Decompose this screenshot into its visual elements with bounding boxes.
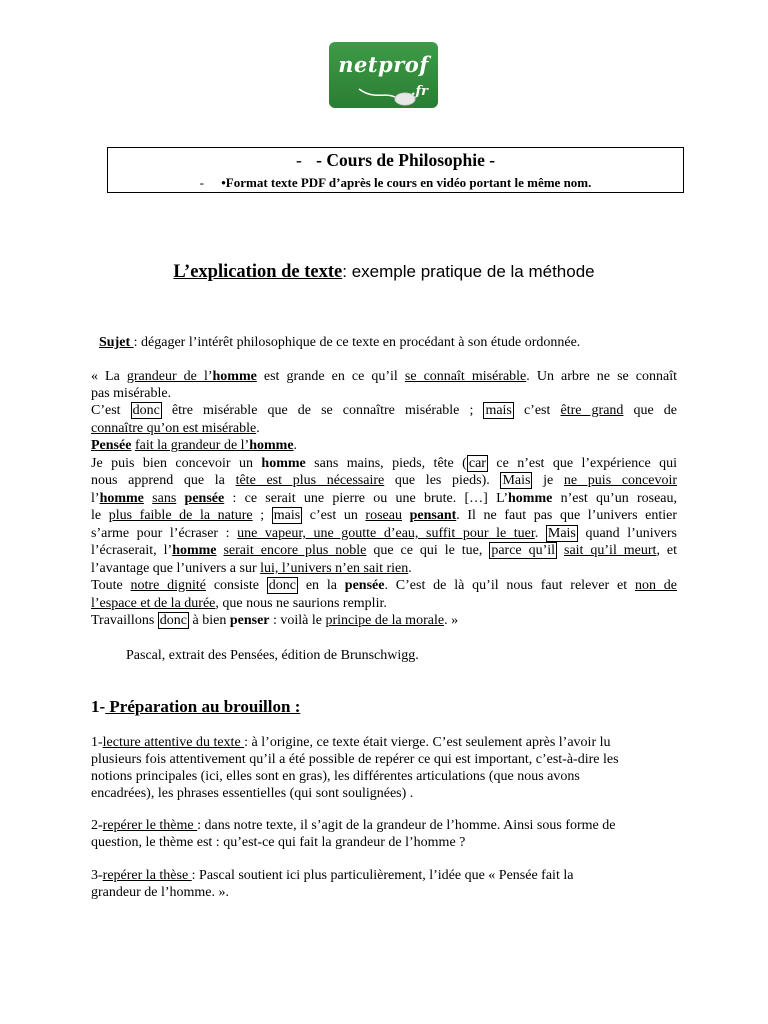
text-line: Je puis bien concevoir un homme sans mains, pieds, tête ( car ce n’est que l’expérience qui [91, 456, 677, 471]
header-dash: - [295, 150, 302, 170]
header-dash: - [199, 175, 204, 190]
header-box [107, 147, 684, 193]
step-line: notions principales (ici, elles sont en gras), les différentes articulations (que nous avons [91, 769, 580, 784]
text-line: Pensée fait la grandeur de l’homme. [91, 438, 298, 453]
text-line: Travaillons donc à bien penser : voilà le principe de la morale. » [91, 613, 459, 628]
course-title: - Cours de Philosophie - [316, 150, 496, 170]
title-rest: : exemple pratique de la méthode [342, 262, 595, 281]
text-line: connaître qu’on est misérable. [91, 421, 260, 436]
step-line: encadrées), les phrases essentielles (qui sont soulignées) . [91, 786, 414, 801]
text-line: l’écraserait, l’homme serait encore plus noble que ce qui le tue, parce qu’il sait qu’il meurt, et [91, 543, 678, 558]
section-number: 1- [91, 697, 106, 716]
text-line: nous apprend que la tête est plus nécessaire que les pieds). Mais je ne puis concevoir [91, 473, 678, 488]
text-line: pas misérable. [91, 386, 172, 401]
document-title [0, 262, 768, 283]
section-title: Préparation au brouillon : [105, 697, 301, 716]
step-line-first: 2-repérer le thème : dans notre texte, il s’agit de la grandeur de l’homme. Ainsi sous forme de [91, 818, 616, 833]
text-line: l’avantage que l’univers a sur lui, l’univers n’en sait rien. [91, 561, 412, 576]
step-line: question, le thème est : qu’est-ce qui fait la grandeur de l’homme ? [91, 835, 466, 850]
text-line: « La grandeur de l’homme est grande en ce qu’il se connaît misérable. Un arbre ne se connaît [91, 369, 677, 384]
header-title-line [108, 150, 683, 171]
text-line: s’arme pour l’écraser : une vapeur, une goutte d’eau, suffit pour le tuer. Mais quand l’univers [91, 526, 677, 541]
sujet-line [99, 334, 580, 351]
text-line: Toute notre dignité consiste donc en la pensée. C’est de là qu’il nous faut relever et non de [91, 578, 677, 593]
text-line: le plus faible de la nature ; mais c’est un roseau pensant. Il ne faut pas que l’univers entier [91, 508, 678, 523]
netprof-logo [329, 42, 438, 108]
logo-name: netprof [338, 52, 429, 77]
step-line-first: 1-lecture attentive du texte : à l’origine, ce texte était vierge. C’est seulement après l’avoir lu [91, 735, 611, 750]
title-main: L’explication de texte [173, 262, 343, 282]
header-subtitle-line: - •Format texte PDF d’après le cours en vidéo portant le même nom. [199, 175, 592, 190]
sujet-label: Sujet [99, 335, 134, 350]
course-subtitle: Format texte PDF d’après le cours en vidéo portant le même nom. [225, 175, 592, 190]
step-line-first: 3-repérer la thèse : Pascal soutient ici plus particulièrement, l’idée que « Pensée fait la [91, 868, 574, 883]
sujet-text: : dégager l’intérêt philosophique de ce texte en procédant à son étude ordonnée. [133, 335, 581, 350]
text-line: l’homme sans pensée : ce serait une pierre ou une brute. […] L’homme n’est qu’un roseau, [91, 491, 678, 506]
logo-domain: .fr [411, 84, 428, 99]
section-heading [91, 697, 300, 717]
step-line: plusieurs fois attentivement qu’il a été possible de repérer ce qui est important, c’est-à-dire les [91, 752, 619, 767]
citation: Pascal, extrait des Pensées, édition de Brunschwigg. [126, 648, 419, 663]
text-line: C’est donc être misérable que de se connaître misérable ; mais c’est être grand que de [91, 403, 678, 418]
step-line: grandeur de l’homme. ». [91, 885, 230, 900]
text-line: l’espace et de la durée, que nous ne saurions remplir. [91, 596, 387, 611]
